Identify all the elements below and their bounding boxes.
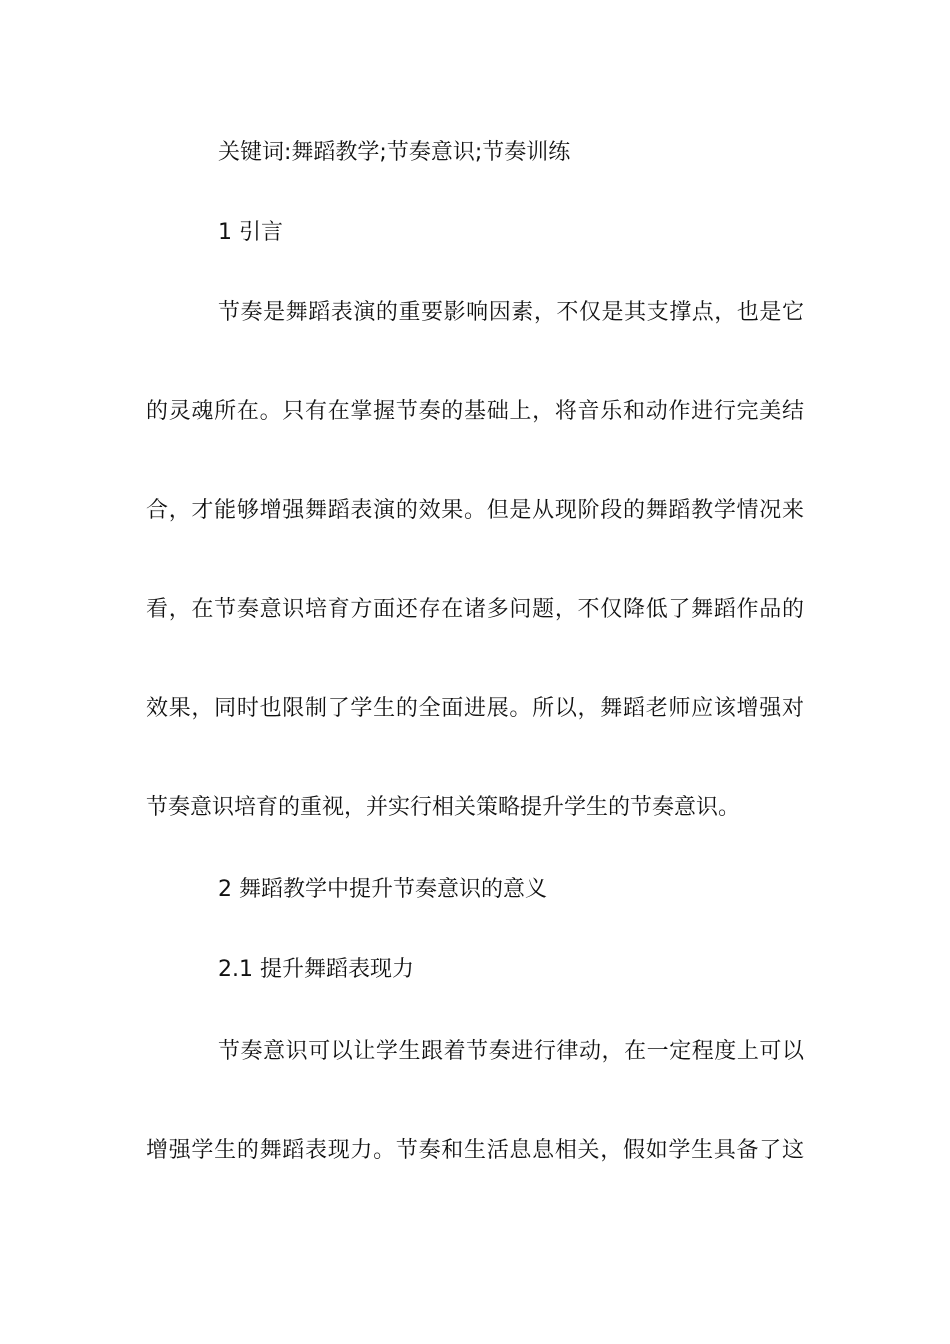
paragraph-line: 节奏意识可以让学生跟着节奏进行律动，在一定程度上可以 — [218, 1039, 804, 1064]
paragraph-line: 看，在节奏意识培育方面还存在诸多问题，不仅降低了舞蹈作品的 — [146, 597, 804, 622]
paragraph-line: 节奏是舞蹈表演的重要影响因素，不仅是其支撑点，也是它 — [218, 300, 804, 325]
paragraph-line: 的灵魂所在。只有在掌握节奏的基础上，将音乐和动作进行完美结 — [146, 399, 804, 424]
subsection-heading-expressiveness: 2.1 提升舞蹈表现力 — [218, 957, 414, 982]
section-heading-significance: 2 舞蹈教学中提升节奏意识的意义 — [218, 877, 547, 902]
keywords-line: 关键词:舞蹈教学;节奏意识;节奏训练 — [218, 140, 571, 165]
paragraph-line: 增强学生的舞蹈表现力。节奏和生活息息相关，假如学生具备了这 — [146, 1138, 804, 1163]
paragraph-line: 节奏意识培育的重视，并实行相关策略提升学生的节奏意识。 — [146, 795, 741, 820]
section-heading-introduction: 1 引言 — [218, 220, 283, 245]
paragraph-line: 效果，同时也限制了学生的全面进展。所以，舞蹈老师应该增强对 — [146, 696, 804, 721]
paragraph-line: 合，才能够增强舞蹈表演的效果。但是从现阶段的舞蹈教学情况来 — [146, 498, 804, 523]
